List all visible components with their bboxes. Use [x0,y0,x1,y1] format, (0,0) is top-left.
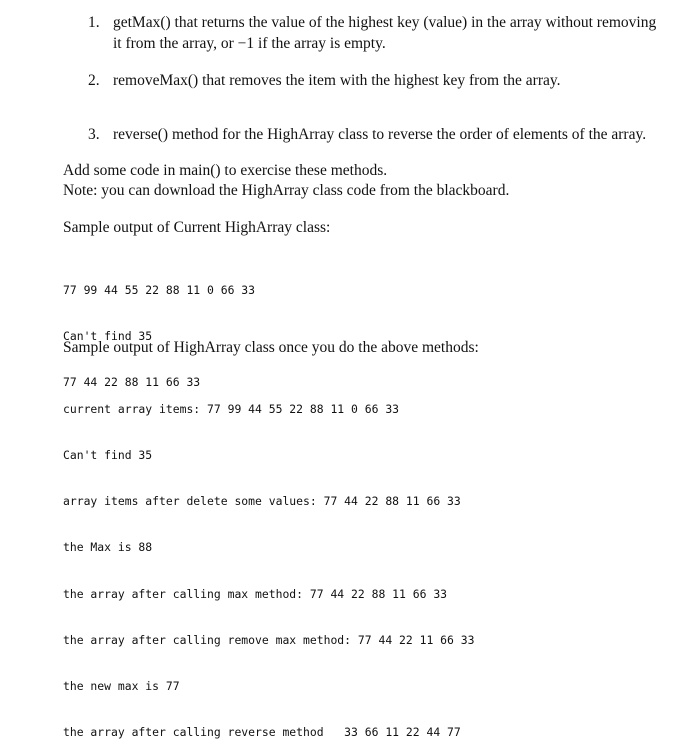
task-text: reverse() method for the HighArray class to reverse the order of elements of the array. [113,126,647,143]
task-text-line: getMax() that returns the value of the highest key (value) in the array without removing [113,14,657,31]
code-line: Can't find 35 [63,329,153,344]
task-number: 2. [88,72,100,89]
code-line: 77 99 44 55 22 88 11 0 66 33 [63,282,256,297]
instruction-line: Add some code in main() to exercise these methods. [63,162,388,179]
task-item-1 [88,12,688,56]
task-number: 1. [88,14,100,31]
instruction-note: Note: you can download the HighArray class code from the blackboard. [63,182,510,199]
sample-heading: Sample output of Current HighArray class: [63,219,331,236]
task-number: 3. [88,126,100,143]
task-text-line: it from the array, or −1 if the array is empty. [113,35,386,52]
code-line: 77 44 22 88 11 66 33 [63,375,201,390]
task-text [113,12,693,54]
code-line: array items after delete some values: 77 44 22 88 11 66 33 [63,494,461,509]
sample-heading: Sample output of HighArray class once you do the above methods: [63,339,479,356]
code-line: the array after calling reverse method 33 66 11 22 44 77 [63,725,461,740]
code-line: current array items: 77 99 44 55 22 88 11 0 66 33 [63,401,400,416]
task-text: removeMax() that removes the item with the highest key from the array. [113,72,561,89]
code-line: the array after calling remove max method: 77 44 22 11 66 33 [63,632,475,647]
task-item-2 [88,70,688,92]
code-line: Can't find 35 [63,448,153,463]
code-line: the Max is 88 [63,540,153,555]
code-line: the new max is 77 [63,679,180,694]
code-output-block [63,371,474,756]
code-line: the array after calling max method: 77 44 22 88 11 66 33 [63,586,448,601]
task-item-3 [88,124,688,146]
